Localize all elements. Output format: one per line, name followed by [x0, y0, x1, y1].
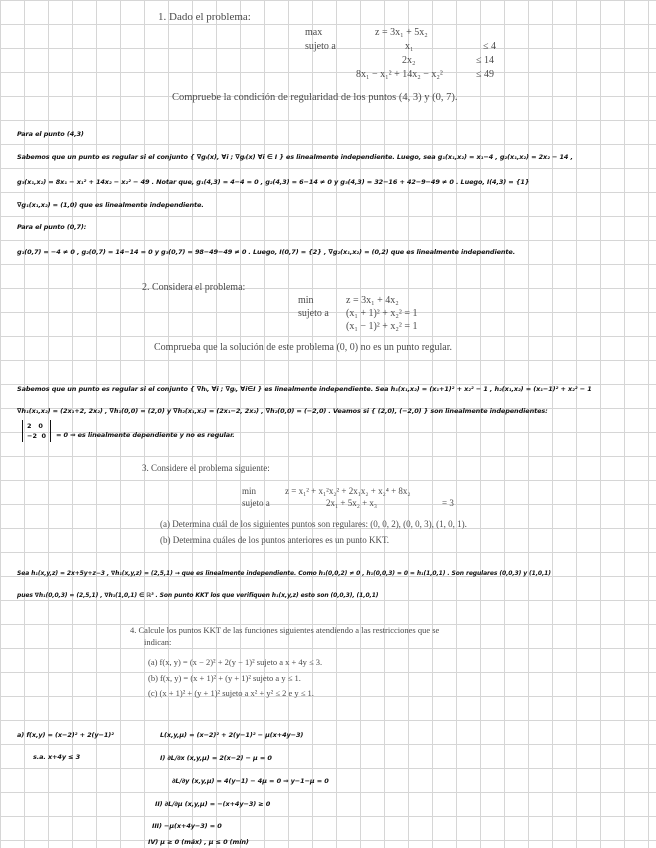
- problem-4-part-b: (b) f(x, y) = (x + 1)² + (y + 1)² sujeto a y ≤ 1.: [148, 673, 301, 683]
- objective: z = 3x₁ + 4x₂: [346, 295, 399, 306]
- constraint-1: (x₁ + 1)² + x₂² = 1: [346, 308, 418, 319]
- notes-4-cond-4: IV) μ ≥ 0 (máx) , μ ≤ 0 (mín): [148, 838, 249, 846]
- problem-4-part-c: (c) (x + 1)² + (y + 1)² sujeto a x² + y² ≤ 2 e y ≤ 1.: [148, 688, 314, 698]
- matrix-cell: 2: [27, 422, 32, 430]
- notes-4-cond-1b: ∂L/∂y (x,y,μ) = 4(y−1) − 4μ = 0 ⇒ y−1−μ = 0: [172, 777, 329, 785]
- problem-4-heading-cont: indican:: [144, 637, 172, 647]
- problem-1-task: Compruebe la condición de regularidad de los puntos (4, 3) y (0, 7).: [172, 92, 458, 103]
- matrix-cell: 0: [38, 422, 43, 430]
- subject-label: sujeto a: [242, 498, 270, 508]
- constraint-1-rhs: ≤ 4: [483, 41, 496, 52]
- problem-3-part-b: (b) Determina cuáles de los puntos anteriores es un punto KKT.: [160, 535, 390, 545]
- problem-1: [0, 0, 656, 110]
- constraint-1: 2x₁ + 5x₂ + x₃: [326, 498, 378, 508]
- constraint-1-lhs: x₁: [405, 41, 414, 52]
- constraint-2-rhs: ≤ 14: [476, 55, 494, 66]
- notes-3-line-2: pues ∇h₁(0,0,3) = (2,5,1) , ∇h₁(1,0,1) ∈ ℝ³ . Son punto KKT los que verifiquen h₁(x,y,z) esto son (0,0,3), (1,0,1): [17, 592, 379, 599]
- notes-4-a-constraint: s.a. x+4y ≤ 3: [33, 753, 81, 761]
- notes-2-line-2: ∇h₁(x₁,x₂) = (2x₁+2, 2x₂) , ∇h₁(0,0) = (2,0) y ∇h₂(x₁,x₂) = (2x₁−2, 2x₂) , ∇h₂(0,0) = (−2,0) . Veamos si { (2,0), (−2,0) } son linealmente independientes:: [17, 407, 548, 415]
- min-label: min: [242, 486, 257, 496]
- constraint-3-lhs: 8x₁ − x₁² + 14x₂ − x₂²: [356, 69, 443, 80]
- problem-4-heading: 4. Calcule los puntos KKT de las funciones siguientes atendiendo a las restricciones que se: [130, 625, 440, 635]
- notes-1-line-1: Para el punto (4,3): [17, 130, 84, 138]
- notes-1-line-2: Sabemos que un punto es regular si el conjunto { ∇gᵢ(x), ∀i ; ∇gᵢ(x) ∀i ∈ I } es linealmente independiente. Luego, sea g₁(x₁,x₂) = x₁−4 , g₂(x₁,x₂) = 2x₂ − 14 ,: [17, 153, 573, 161]
- notes-3-line-1: Sea h₁(x,y,z) = 2x+5y+z−3 , ∇h₁(x,y,z) = (2,5,1) → que es linealmente independiente. Como h₁(0,0,2) ≠ 0 , h₁(0,0,3) = 0 = h₁(1,0,1) . Son regulares (0,0,3) y (1,0,1): [17, 570, 551, 577]
- matrix-cell: 0: [41, 432, 47, 440]
- notes-2-line-3: = 0 ⇒ es linealmente dependiente y no es regular.: [56, 431, 235, 439]
- notes-4-cond-2: II) ∂L/∂μ (x,y,μ) = −(x+4y−3) ≥ 0: [155, 800, 271, 808]
- problem-3-part-a: (a) Determina cuál de los siguientes puntos son regulares: (0, 0, 2), (0, 0, 3), (1, 0, 1).: [160, 519, 467, 529]
- notes-1-line-5: Para el punto (0,7):: [17, 223, 87, 231]
- problem-2-task: Comprueba que la solución de este problema (0, 0) no es un punto regular.: [154, 342, 452, 353]
- notes-1-line-4: ∇g₁(x₁,x₂) = (1,0) que es linealmente independiente.: [17, 201, 204, 209]
- determinant-matrix: [22, 420, 51, 442]
- notes-2-line-1: Sabemos que un punto es regular si el conjunto { ∇hᵢ, ∀i ; ∇gᵢ, ∀i∈I } es linealmente independiente. Sea h₁(x₁,x₂) = (x₁+1)² + x₂² − 1 , h₂(x₁,x₂) = (x₁−1)² + x₂² − 1: [17, 385, 592, 393]
- notes-1-line-6: g₁(0,7) = −4 ≠ 0 , g₂(0,7) = 14−14 = 0 y g₃(0,7) = 98−49−49 ≠ 0 . Luego, I(0,7) = {2} , ∇g₂(x₁,x₂) = (0,2) que es linealmente independiente.: [17, 248, 516, 256]
- problem-3: [0, 458, 656, 548]
- problem-1-heading: 1. Dado el problema:: [158, 11, 251, 23]
- max-label: max: [305, 27, 323, 38]
- min-label: min: [298, 295, 314, 306]
- problem-4: [0, 622, 656, 702]
- problem-4-part-a: (a) f(x, y) = (x − 2)² + 2(y − 1)² sujeto a x + 4y ≤ 3.: [148, 657, 323, 667]
- constraint-2-lhs: 2x₂: [402, 55, 416, 66]
- matrix-cell: −2: [27, 432, 37, 440]
- objective: z = x₁² + x₁²x₂² + 2x₁x₂ + x₂⁴ + 8x₂: [285, 486, 411, 496]
- objective: z = 3x₁ + 5x₂: [375, 27, 428, 38]
- subject-label: sujeto a: [298, 308, 329, 319]
- constraint-2: (x₁ − 1)² + x₂² = 1: [346, 321, 418, 332]
- problem-3-heading: 3. Considere el problema siguiente:: [142, 463, 270, 473]
- problem-2: [0, 278, 656, 358]
- constraint-1-rhs: = 3: [442, 498, 454, 508]
- notes-1-line-3: g₃(x₁,x₂) = 8x₁ − x₁² + 14x₂ − x₂² − 49 . Notar que, g₁(4,3) = 4−4 = 0 , g₂(4,3) = 6−14 ≠ 0 y g₃(4,3) = 32−16 + 42−9−49 ≠ 0 . Luego, I(4,3) = {1}: [17, 178, 530, 186]
- notes-4-lagrangian: L(x,y,μ) = (x−2)² + 2(y−1)² − μ(x+4y−3): [160, 731, 304, 739]
- notes-4-cond-3: III) −μ(x+4y−3) = 0: [152, 822, 222, 830]
- notes-4-a-function: a) f(x,y) = (x−2)² + 2(y−1)²: [17, 731, 114, 739]
- constraint-3-rhs: ≤ 49: [476, 69, 494, 80]
- subject-label: sujeto a: [305, 41, 336, 52]
- problem-2-heading: 2. Considera el problema:: [142, 282, 246, 293]
- notes-4-cond-1: I) ∂L/∂x (x,y,μ) = 2(x−2) − μ = 0: [160, 754, 272, 762]
